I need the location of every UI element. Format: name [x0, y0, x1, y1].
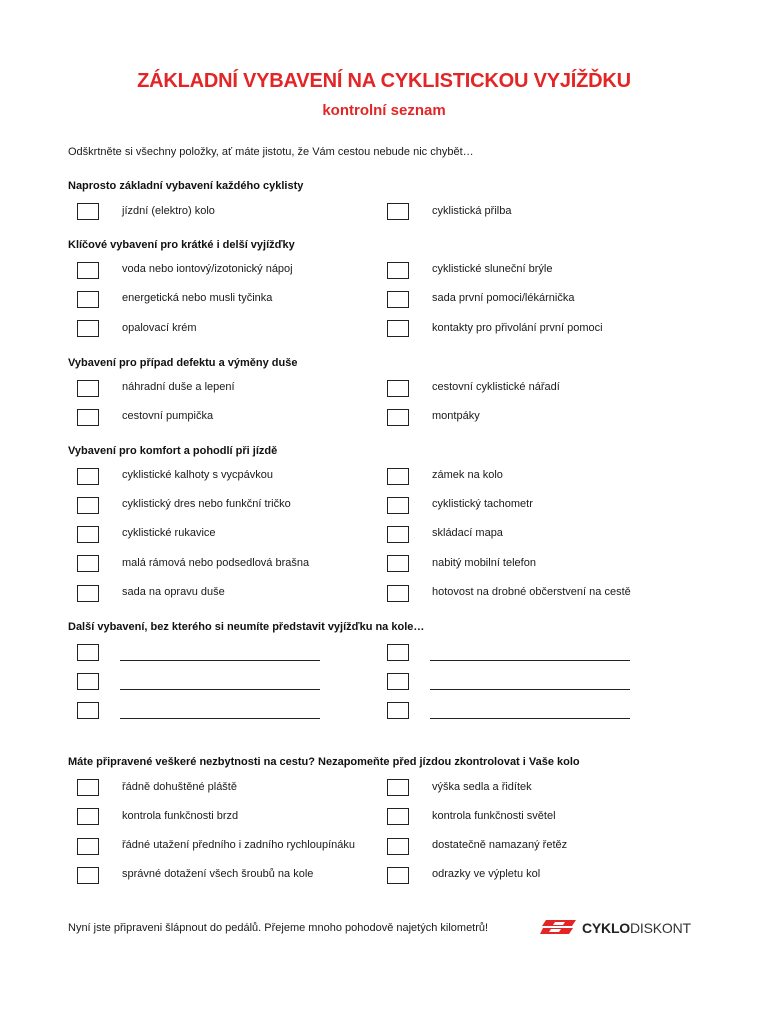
checkbox[interactable]: [77, 262, 99, 279]
blank-entry-line[interactable]: [430, 718, 630, 719]
item-label: výška sedla a řidítek: [432, 781, 532, 793]
item-label: dostatečně namazaný řetěz: [432, 839, 568, 851]
checkbox[interactable]: [77, 468, 99, 485]
checkbox[interactable]: [387, 644, 409, 661]
item-label: odrazky ve výpletu kol: [432, 868, 541, 880]
checkbox[interactable]: [387, 203, 409, 220]
checkbox[interactable]: [77, 808, 99, 825]
checkbox[interactable]: [77, 203, 99, 220]
checkbox[interactable]: [387, 779, 409, 796]
checkbox[interactable]: [77, 526, 99, 543]
checkbox[interactable]: [387, 262, 409, 279]
section-heading: Klíčové vybavení pro krátké i delší vyjížďky: [68, 239, 295, 251]
checkbox[interactable]: [77, 702, 99, 719]
section-heading: Další vybavení, bez kterého si neumíte představit vyjížďku na kole…: [68, 621, 425, 633]
checkbox[interactable]: [77, 673, 99, 690]
item-label: správné dotažení všech šroubů na kole: [122, 868, 314, 880]
blank-entry-line[interactable]: [120, 689, 320, 690]
item-label: cyklistické kalhoty s vycpávkou: [122, 469, 273, 481]
item-label: řádné utažení předního i zadního rychloupínáku: [122, 839, 355, 851]
item-label: zámek na kolo: [432, 469, 503, 481]
item-label: cyklistická přilba: [432, 205, 512, 217]
checkbox[interactable]: [387, 702, 409, 719]
item-label: cyklistické rukavice: [122, 527, 216, 539]
section-heading: Vybavení pro případ defektu a výměny duše: [68, 357, 298, 369]
brand-name-bold: CYKLO: [582, 920, 631, 936]
brand-name: [582, 920, 691, 936]
checkbox[interactable]: [77, 409, 99, 426]
footer-text: Nyní jste připraveni šlápnout do pedálů. Přejeme mnoho pohodově najetých kilometrů!: [68, 922, 489, 934]
section-heading: Naprosto základní vybavení každého cyklisty: [68, 180, 304, 192]
item-label: náhradní duše a lepení: [122, 381, 235, 393]
item-label: energetická nebo musli tyčinka: [122, 292, 273, 304]
checkbox[interactable]: [387, 526, 409, 543]
item-label: kontrola funkčnosti brzd: [122, 810, 239, 822]
checkbox[interactable]: [387, 497, 409, 514]
intro-text: Odškrtněte si všechny položky, ať máte jistotu, že Vám cestou nebude nic chybět…: [68, 146, 474, 158]
page-title: ZÁKLADNÍ VYBAVENÍ NA CYKLISTICKOU VYJÍŽĎKU: [137, 70, 631, 92]
blank-entry-line[interactable]: [120, 660, 320, 661]
checkbox[interactable]: [77, 320, 99, 337]
brand-name-light: DISKONT: [630, 920, 691, 936]
item-label: jízdní (elektro) kolo: [122, 205, 215, 217]
checkbox[interactable]: [387, 320, 409, 337]
checkbox[interactable]: [387, 585, 409, 602]
checkbox[interactable]: [387, 291, 409, 308]
section-heading: Máte připravené veškeré nezbytnosti na cestu? Nezapomeňte před jízdou zkontrolovat i Vaše kolo: [68, 756, 580, 768]
item-label: cyklistický dres nebo funkční tričko: [122, 498, 291, 510]
checkbox[interactable]: [387, 867, 409, 884]
checkbox[interactable]: [77, 644, 99, 661]
checkbox[interactable]: [77, 497, 99, 514]
item-label: sada na opravu duše: [122, 586, 225, 598]
item-label: skládací mapa: [432, 527, 503, 539]
item-label: kontakty pro přivolání první pomoci: [432, 322, 603, 334]
item-label: cestovní pumpička: [122, 410, 214, 422]
blank-entry-line[interactable]: [430, 660, 630, 661]
checkbox[interactable]: [387, 808, 409, 825]
item-label: voda nebo iontový/izotonický nápoj: [122, 263, 293, 275]
item-label: sada první pomoci/lékárnička: [432, 292, 575, 304]
blank-entry-line[interactable]: [430, 689, 630, 690]
checkbox[interactable]: [387, 468, 409, 485]
item-label: řádně dohuštěné pláště: [122, 781, 237, 793]
item-label: kontrola funkčnosti světel: [432, 810, 556, 822]
page-subtitle: kontrolní seznam: [322, 102, 446, 119]
item-label: cyklistický tachometr: [432, 498, 533, 510]
checkbox[interactable]: [387, 380, 409, 397]
checkbox[interactable]: [77, 555, 99, 572]
checkbox[interactable]: [387, 409, 409, 426]
item-label: montpáky: [432, 410, 480, 422]
brand-logo: [540, 916, 690, 940]
item-label: cyklistické sluneční brýle: [432, 263, 553, 275]
checkbox[interactable]: [77, 779, 99, 796]
cyklodiskont-logo-icon: [540, 918, 578, 936]
checkbox[interactable]: [77, 867, 99, 884]
checkbox[interactable]: [77, 380, 99, 397]
item-label: opalovací krém: [122, 322, 197, 334]
checkbox[interactable]: [77, 838, 99, 855]
blank-entry-line[interactable]: [120, 718, 320, 719]
item-label: malá rámová nebo podsedlová brašna: [122, 557, 310, 569]
checkbox[interactable]: [387, 673, 409, 690]
item-label: nabitý mobilní telefon: [432, 557, 536, 569]
item-label: hotovost na drobné občerstvení na cestě: [432, 586, 631, 598]
checkbox[interactable]: [77, 585, 99, 602]
checkbox[interactable]: [387, 838, 409, 855]
checkbox[interactable]: [387, 555, 409, 572]
checkbox[interactable]: [77, 291, 99, 308]
section-heading: Vybavení pro komfort a pohodlí při jízdě: [68, 445, 278, 457]
item-label: cestovní cyklistické nářadí: [432, 381, 560, 393]
